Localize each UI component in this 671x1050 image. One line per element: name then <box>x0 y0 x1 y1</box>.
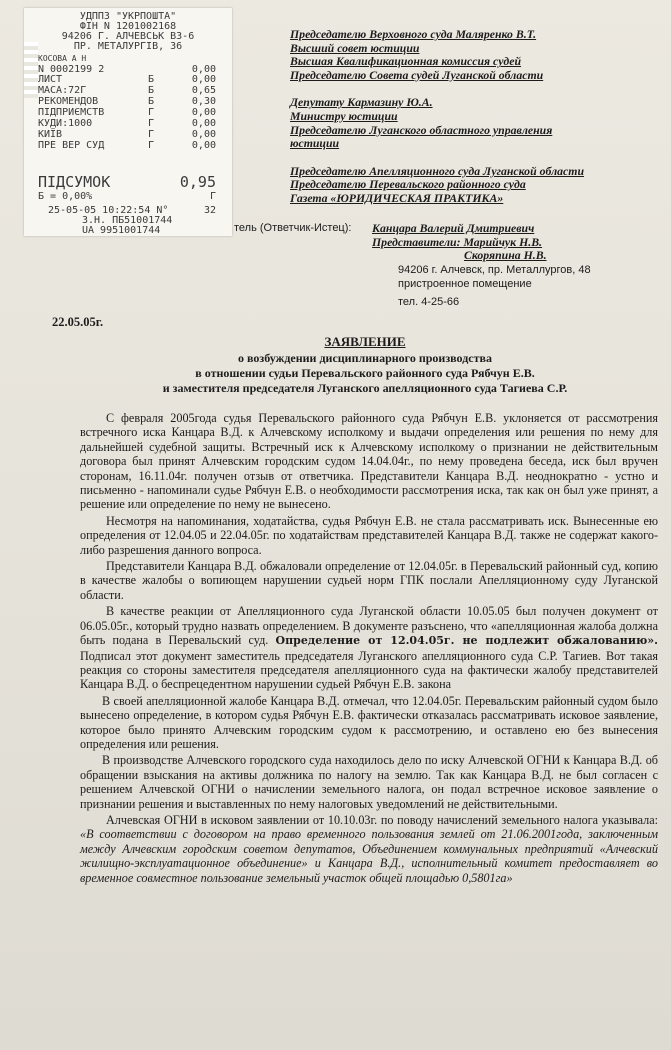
addressee-line: Депутату Кармазину Ю.А. <box>290 95 433 110</box>
paragraph-text: Алчевская ОГНИ в исковом заявлении от 10.10.03г. по поводу начислений земельного налога указывала: <box>106 812 658 827</box>
document-title: ЗАЯВЛЕНИЕ <box>324 334 406 349</box>
receipt-item-name: РЕКОМЕНДОВ <box>38 96 99 107</box>
addressee-line: Председателю Верховного суда Маляренко В.Т. <box>290 27 537 41</box>
receipt-line: 94206 Г. АЛЧЕВСЬК ВЗ-6 <box>61 31 195 42</box>
receipt-item-row <box>24 119 232 129</box>
receipt-item-name: ЛИСТ <box>38 74 63 85</box>
paragraph-text: В качестве реакции от Апелляционного суда Луганской области 10.05.05 был получен документ от 06.05.05г., который трудно назвать определением. В документе разъснено, что «апелляционная жалоба должна быть подана в Перевальский суд. <box>80 604 658 648</box>
receipt-item-value: 0,00 <box>191 129 216 140</box>
receipt-item-code: Б <box>148 74 155 85</box>
paragraph: С февраля 2005года судья Перевальского районного суда Рябчун Е.В. уклоняется от рассмотрения встречного иска Канцара В.Д. к Алчевскому исполкому и выдачи определения или решения по нему для дальнейшей судебной защиты. Встречный иск к Алчевскому исполкому о признании не действительным договора был принят Алчевским городским судом 14.04.04г., по нему проведена беседа, иск был вручен сторонам, 16.11.04г. получен отзыв от ответчика. Представители Канцара В.Д. неоднократно - устно и письменно - напоминали судье Рябчун Е.В. о необходимости рассмотрения иска, так как он был уже принят, а решение или определение по нему не вынесено. <box>80 411 658 512</box>
receipt-item-row <box>24 97 232 107</box>
paragraph <box>80 604 658 691</box>
addressee-line: Председателю Перевальского районного суда <box>290 177 526 192</box>
receipt-item-value: 0,30 <box>191 96 216 107</box>
receipt-item-code: Г <box>148 140 155 151</box>
paragraph: Представители Канцара В.Д. обжаловали определение от 12.04.05г. в Перевальский районный суд, копию в качестве жалобы о вопиющем нарушении судьей норм ГПК послали Апелляционному суду Луганской области. <box>80 559 658 602</box>
document-body <box>80 411 658 887</box>
addressee-line: Министру юстиции <box>290 108 398 123</box>
sender-address: 94206 г. Алчевск, пр. Металлургов, 48 <box>398 263 591 276</box>
receipt-item-name: КУДИ:1000 <box>38 118 93 129</box>
receipt-fiscal: З.Н. ПБ51001744 <box>82 215 173 226</box>
receipt-item-code: Б <box>148 85 155 96</box>
paragraph: Несмотря на напоминания, ходатайства, судья Рябчун Е.В. не стала рассматривать иск. Вынесенные ею определения от 12.04.05 и 22.04.05г. по ходатайствам представителей Канцара В.Д. также не содержат какого- либо разрешения данного вопроса. <box>80 513 658 557</box>
receipt-total-label: ПІДСУМОК <box>38 173 111 191</box>
paragraph-quote: «В соответствии с договором на право временного пользования землей от 21.06.2001года, заключенным между Алчевским городским советом депутатов, Объединением коммунальных предприятий «Алчевский жилищно-эксплуатационное объединение» и Канцара В.Д., исполнительный комитет предоставляет во временное совместное пользование земельный участок общей площадью 0,5801га» <box>80 827 658 885</box>
receipt-item-value: 0,00 <box>191 140 216 151</box>
document-subtitle: в отношении судьи Перевальского районного суда Рябчун Е.В. <box>195 366 535 380</box>
receipt-total-value: 0,95 <box>179 173 216 191</box>
document-subtitle: о возбуждении дисциплинарного производства <box>238 351 492 365</box>
receipt-check-no: 32 <box>203 205 216 216</box>
receipt-item-row <box>24 130 232 140</box>
addressee-line: Высшая Квалификационная комиссия судей <box>290 54 522 69</box>
receipt-value: 0,00 <box>191 64 216 75</box>
paragraph-bold-text: Определение от 12.04.05г. не подлежит обжалованию». <box>275 634 658 648</box>
receipt-number: N 0002199 2 <box>38 64 105 75</box>
receipt-line: ФІН N 1201002168 <box>79 21 177 32</box>
addressee-line: Председателю Совета судей Луганской области <box>290 67 544 82</box>
sender-name: Канцара Валерий Дмитриевич <box>372 221 535 235</box>
receipt-vat: Б = 0,00% <box>38 191 93 202</box>
sender-reps: Представители: Марийчук Н.В. <box>372 234 543 249</box>
receipt-item-name: ПІДПРИЄМСТВ <box>38 107 105 118</box>
receipt-item-row <box>24 108 232 118</box>
addressee-line: Председателю Апелляционного суда Луганской области <box>290 163 584 178</box>
receipt-datetime: 25-05-05 10:22:54 N° <box>48 205 169 216</box>
receipt-item-row <box>24 86 232 96</box>
sender-label: тель (Ответчик-Истец): <box>234 222 352 234</box>
document-date: 22.05.05г. <box>52 315 104 329</box>
receipt-item-code: Г <box>148 107 155 118</box>
receipt-vat-code: Г <box>209 191 216 202</box>
receipt-item-name: МАСА:72Г <box>38 85 87 96</box>
receipt-item-code: Г <box>148 118 155 129</box>
receipt-item-value: 0,00 <box>191 118 216 129</box>
paragraph <box>80 813 658 885</box>
receipt-item-row <box>24 75 232 85</box>
postal-receipt <box>24 8 232 236</box>
receipt-item-row <box>24 141 232 151</box>
addressee-line: Председателю Луганского областного управления <box>290 122 553 137</box>
receipt-item-code: Г <box>148 129 155 140</box>
sender-address: пристроенное помещение <box>398 277 532 290</box>
paragraph: В производстве Алчевского городского суда находилось дело по иску Алчевской ОГНИ к Канцара В.Д. об обращении взыскания на активы должника по налогу на землю. Так как Канцара В.Д. не был согласен с решением Алчевской ОГНИ о начислении земельного налога, он подал встречное исковое заявление о признании решения и выставленных по нему налоговых уведомлений не действительными. <box>80 753 658 811</box>
receipt-line: ПР. МЕТАЛУРГІВ, 36 <box>73 41 183 52</box>
receipt-item-value: 0,65 <box>191 85 216 96</box>
addressee-line: Газета «ЮРИДИЧЕСКАЯ ПРАКТИКА» <box>290 190 504 205</box>
receipt-item-code: Б <box>148 96 155 107</box>
receipt-item-value: 0,00 <box>191 107 216 118</box>
document-subtitle: и заместителя председателя Луганского апелляционного суда Тагиева С.Р. <box>162 381 568 395</box>
receipt-line: УДППЗ "УКРПОШТА" <box>79 11 177 22</box>
paragraph: В своей апелляционной жалобе Канцара В.Д. отмечал, что 12.04.05г. Перевальским районный судом было вынесено определение, в котором судья Рябчун Е.В. фактически отказалась рассматривать исковое заявление, которое было принято Алчевским городским судом к рассмотрению, и оставлено ею без вынесения определения или решения. <box>80 693 658 751</box>
sender-phone: тел. 4-25-66 <box>398 295 460 308</box>
addressee-line: юстиции <box>290 136 340 151</box>
addressee-block <box>290 28 660 206</box>
sender-reps: Скоряпина Н.В. <box>464 248 547 263</box>
receipt-item-value: 0,00 <box>191 74 216 85</box>
paragraph-text: Подписал этот документ заместитель председателя Луганского апелляционного суда С.Р. Тагиев. Вот такая реакция со стороны заместителя председателя апелляционного суда на фактически жалобу представителей Канцара В.Д. о беспрецедентном нарушении судьей Рябчун Е.В. закона <box>80 648 658 692</box>
sender-block <box>372 222 662 309</box>
addressee-line: Высший совет юстиции <box>290 40 420 55</box>
receipt-item-name: КИЇВ <box>38 129 63 140</box>
receipt-fiscal: UA 9951001744 <box>82 225 161 236</box>
receipt-cashier: КОСОВА А Н <box>38 54 87 63</box>
receipt-item-name: ПРЕ ВЕР СУД <box>38 140 105 151</box>
